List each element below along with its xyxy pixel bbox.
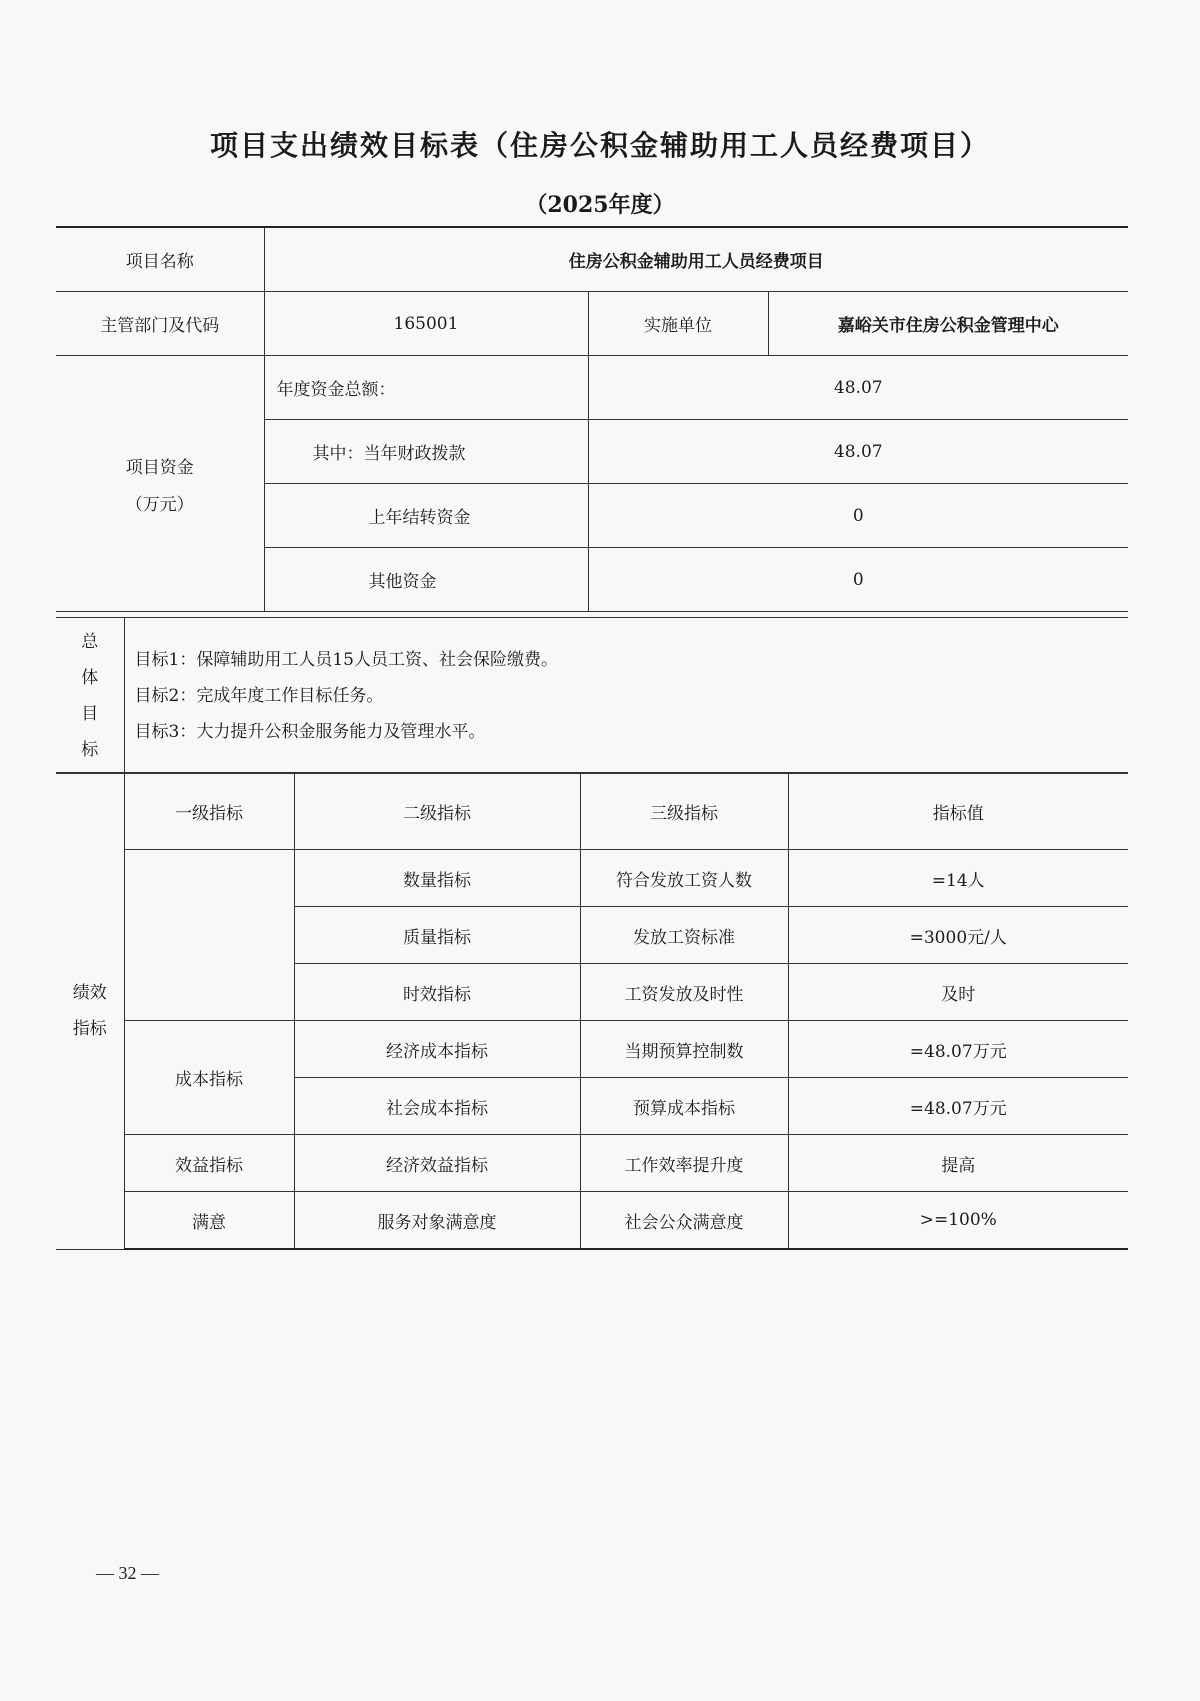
project-name-label: 项目名称 [56, 227, 264, 292]
table-row [56, 1192, 1128, 1250]
total-label: 年度资金总额： [264, 356, 588, 420]
funds-label-cell [56, 356, 264, 612]
indicator-l3: 社会公众满意度 [580, 1192, 788, 1250]
goal-item: 目标2：完成年度工作目标任务。 [134, 685, 384, 706]
other-funds-value: 0 [588, 548, 1128, 612]
header-l1: 一级指标 [124, 773, 294, 850]
indicator-l1 [124, 850, 294, 1021]
indicator-l2: 经济效益指标 [294, 1135, 580, 1192]
indicator-l2: 社会成本指标 [294, 1078, 580, 1135]
indicator-l3: 符合发放工资人数 [580, 850, 788, 907]
indicator-l3: 工作效率提升度 [580, 1135, 788, 1192]
project-info-table [56, 226, 1128, 612]
goals-label-char: 总 [81, 631, 99, 652]
overall-goals-table [56, 617, 1128, 774]
indicator-l2: 质量指标 [294, 907, 580, 964]
impl-label: 实施单位 [588, 292, 768, 356]
indicator-l3: 工资发放及时性 [580, 964, 788, 1021]
carryover-value: 0 [588, 484, 1128, 548]
goals-label-char: 体 [81, 667, 99, 688]
indicator-l3: 发放工资标准 [580, 907, 788, 964]
table-row [56, 1021, 1128, 1078]
table-row [56, 1135, 1128, 1192]
goals-list [124, 618, 1128, 774]
goals-label-char: 目 [81, 703, 99, 724]
goal-item: 目标3：大力提升公积金服务能力及管理水平。 [134, 721, 486, 742]
indicator-value: =48.07万元 [788, 1078, 1128, 1135]
indicator-l1: 效益指标 [124, 1135, 294, 1192]
header-value: 指标值 [788, 773, 1128, 850]
indicator-value: =14人 [788, 850, 1128, 907]
funds-unit: （万元） [125, 494, 194, 515]
page-subtitle: （2025年度） [525, 192, 675, 218]
dept-label: 主管部门及代码 [56, 292, 264, 356]
total-value: 48.07 [588, 356, 1128, 420]
table-row [56, 850, 1128, 907]
fiscal-value: 48.07 [588, 420, 1128, 484]
dept-code: 165001 [264, 292, 588, 356]
indicator-value: =3000元/人 [788, 907, 1128, 964]
fiscal-label: 其中：当年财政拨款 [264, 420, 588, 484]
header-l3: 三级指标 [580, 773, 788, 850]
indicator-l1: 成本指标 [124, 1021, 294, 1135]
indicator-value: =48.07万元 [788, 1021, 1128, 1078]
indicators-section-label: 绩效指标 [56, 773, 124, 1250]
indicators-table [56, 772, 1128, 1250]
indicator-l3: 当期预算控制数 [580, 1021, 788, 1078]
indicator-l2: 服务对象满意度 [294, 1192, 580, 1250]
carryover-label: 上年结转资金 [264, 484, 588, 548]
other-funds-label: 其他资金 [264, 548, 588, 612]
indicator-l3: 预算成本指标 [580, 1078, 788, 1135]
project-name-value: 住房公积金辅助用工人员经费项目 [264, 227, 1128, 292]
indicator-value: 提高 [788, 1135, 1128, 1192]
indicator-l1: 满意 [124, 1192, 294, 1250]
indicator-value: 及时 [788, 964, 1128, 1021]
header-l2: 二级指标 [294, 773, 580, 850]
indicator-value: >=100% [788, 1192, 1128, 1250]
impl-unit: 嘉峪关市住房公积金管理中心 [768, 292, 1128, 356]
indicator-l2: 经济成本指标 [294, 1021, 580, 1078]
page-number: — 32 — [96, 1563, 159, 1583]
goals-label [56, 618, 124, 774]
goals-label-char: 标 [81, 739, 99, 760]
page-title: 项目支出绩效目标表（住房公积金辅助用工人员经费项目） [209, 129, 990, 162]
funds-label: 项目资金 [125, 457, 194, 478]
goal-item: 目标1：保障辅助用工人员15人员工资、社会保险缴费。 [134, 649, 558, 670]
indicator-l2: 时效指标 [294, 964, 580, 1021]
indicator-l2: 数量指标 [294, 850, 580, 907]
